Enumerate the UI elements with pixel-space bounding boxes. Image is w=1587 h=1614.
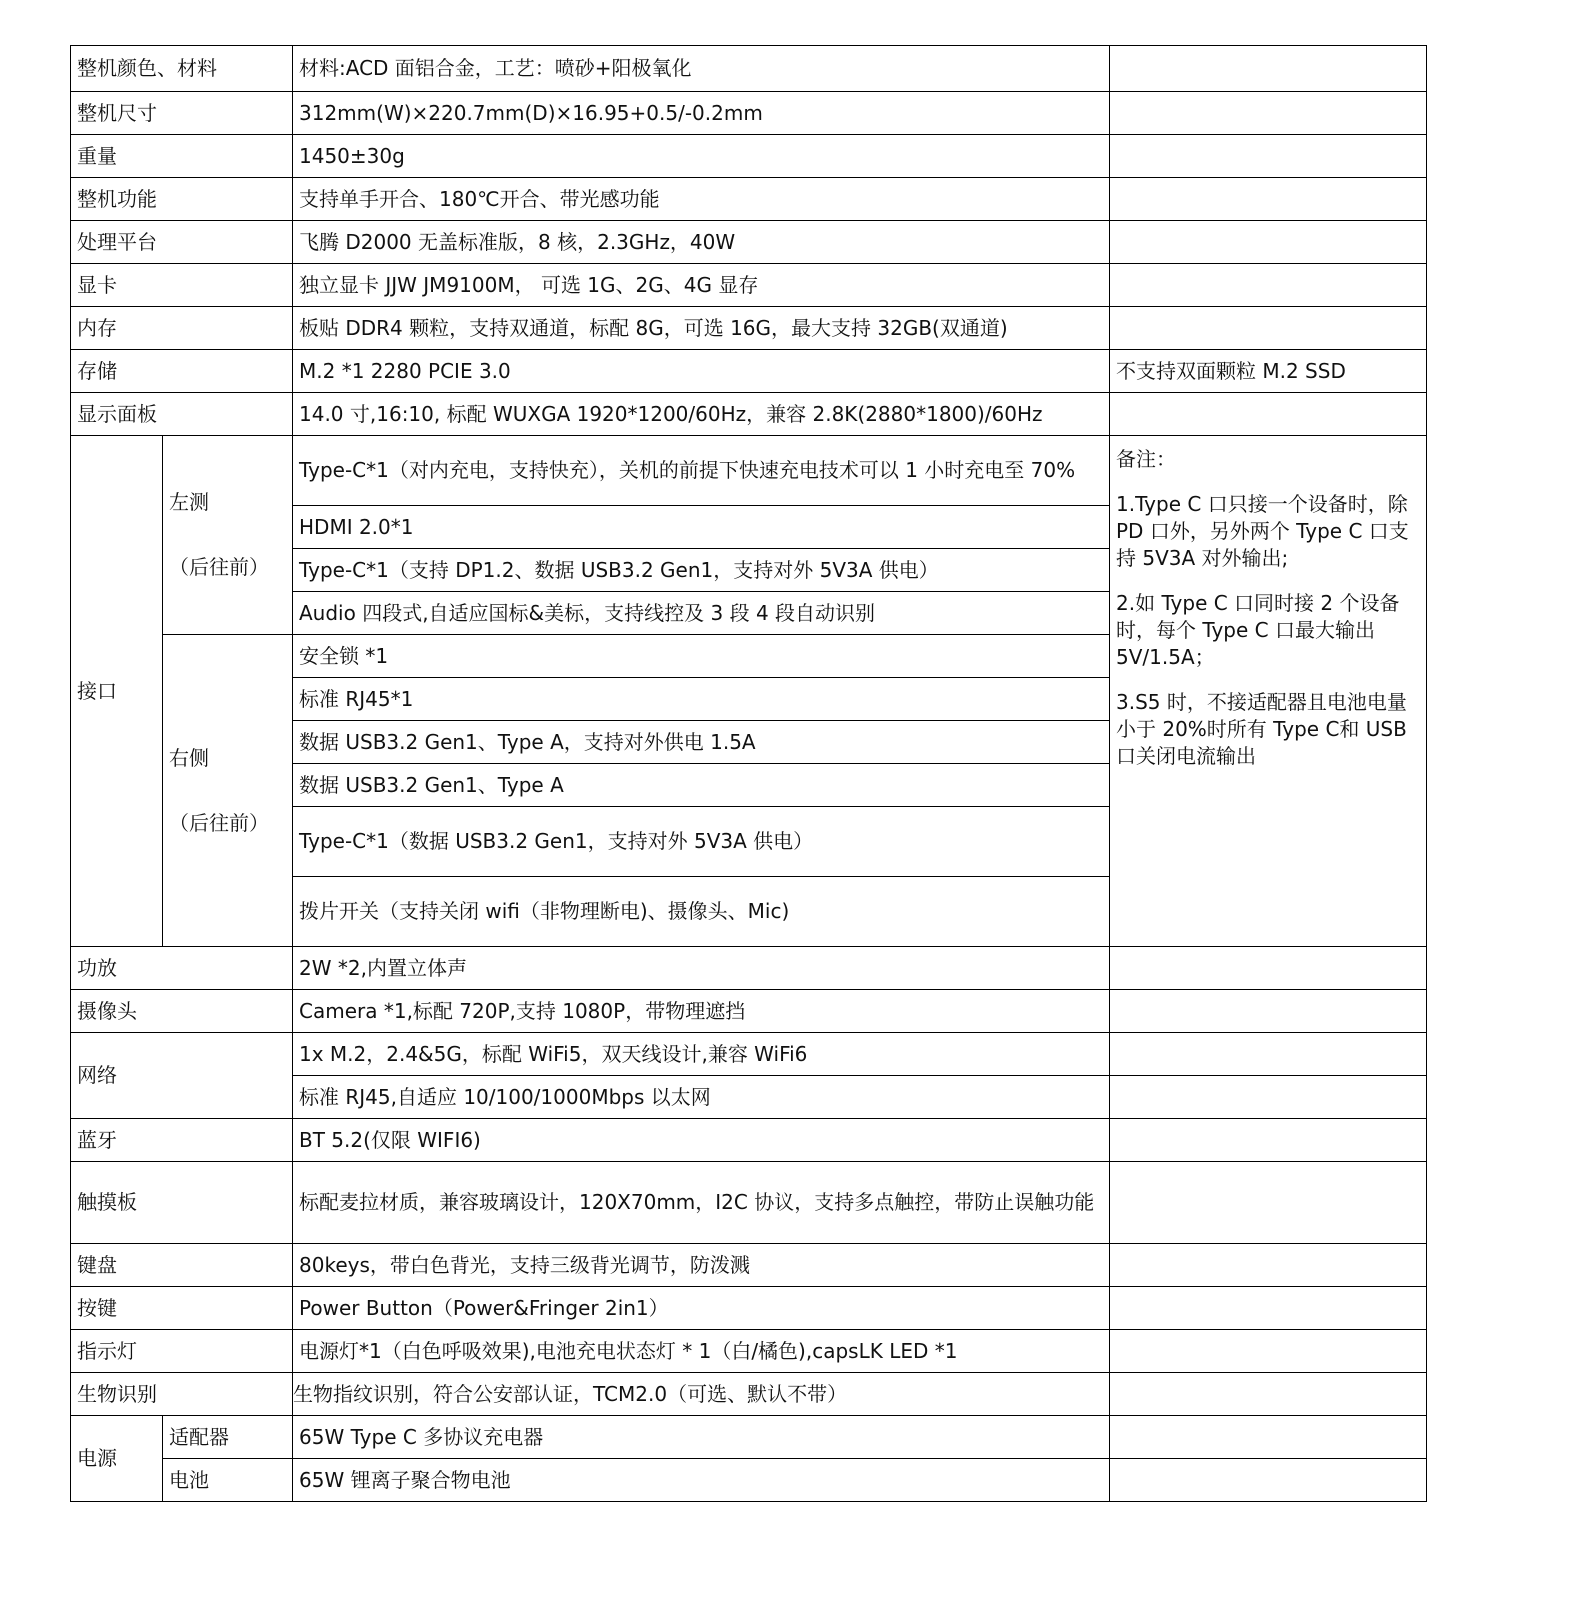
row-note: 不支持双面颗粒 M.2 SSD: [1110, 350, 1427, 393]
table-row: [71, 307, 1427, 350]
row-label: 存储: [71, 350, 293, 393]
row-label: 整机颜色、材料: [71, 46, 293, 92]
ports-left-side: 左测: [169, 490, 209, 514]
row-value: 1450±30g: [293, 135, 1110, 178]
row-label: 重量: [71, 135, 293, 178]
table-row: [71, 221, 1427, 264]
spec-table: [70, 45, 1427, 1502]
notes-title: 备注：: [1116, 447, 1176, 471]
row-value: 80keys，带白色背光，支持三级背光调节，防泼溅: [293, 1244, 1110, 1287]
table-row: [71, 1244, 1427, 1287]
row-value: 电源灯*1（白色呼吸效果),电池充电状态灯 * 1（白/橘色),capsLK LED *1: [293, 1330, 1110, 1373]
row-note: [1110, 393, 1427, 436]
row-value: 飞腾 D2000 无盖标准版，8 核，2.3GHz，40W: [293, 221, 1110, 264]
ports-right-order: （后往前）: [169, 810, 269, 835]
port-item: Audio 四段式,自适应国标&美标，支持线控及 3 段 4 段自动识别: [293, 592, 1110, 635]
row-label: 指示灯: [71, 1330, 293, 1373]
row-note: [1110, 178, 1427, 221]
port-item: 安全锁 *1: [293, 635, 1110, 678]
port-item: 拨片开关（支持关闭 wifi（非物理断电)、摄像头、Mic): [293, 877, 1110, 947]
row-note: [1110, 1330, 1427, 1373]
table-row: [71, 1459, 1427, 1502]
row-note: [1110, 221, 1427, 264]
row-value: 标配麦拉材质，兼容玻璃设计，120X70mm，I2C 协议，支持多点触控，带防止误触功能: [293, 1162, 1110, 1244]
row-value: BT 5.2(仅限 WIFI6): [293, 1119, 1110, 1162]
port-item: HDMI 2.0*1: [293, 506, 1110, 549]
table-row: [71, 1119, 1427, 1162]
row-value: 标准 RJ45,自适应 10/100/1000Mbps 以太网: [293, 1076, 1110, 1119]
table-row: [71, 1287, 1427, 1330]
row-note: [1110, 1162, 1427, 1244]
table-row: [71, 1162, 1427, 1244]
row-value: 生物指纹识别，符合公安部认证，TCM2.0（可选、默认不带）: [293, 1373, 1110, 1416]
row-label: 功放: [71, 947, 293, 990]
row-value: Power Button（Power&Fringer 2in1）: [293, 1287, 1110, 1330]
port-item: Type-C*1（对内充电，支持快充），关机的前提下快速充电技术可以 1 小时充电至 70%: [293, 436, 1110, 506]
row-value: Camera *1,标配 720P,支持 1080P，带物理遮挡: [293, 990, 1110, 1033]
table-row: [71, 46, 1427, 92]
table-row: [71, 135, 1427, 178]
battery-label: 电池: [163, 1459, 293, 1502]
row-note: [1110, 1076, 1427, 1119]
ports-left-label: [163, 436, 293, 635]
row-note: [1110, 1244, 1427, 1287]
ports-right-side: 右侧: [169, 745, 209, 770]
power-label: 电源: [71, 1416, 163, 1502]
row-value: 14.0 寸,16:10, 标配 WUXGA 1920*1200/60Hz，兼容 2.8K(2880*1800)/60Hz: [293, 393, 1110, 436]
row-value: 支持单手开合、180℃开合、带光感功能: [293, 178, 1110, 221]
table-row: [71, 1330, 1427, 1373]
row-note: [1110, 1373, 1427, 1416]
row-label: 内存: [71, 307, 293, 350]
row-label: 显卡: [71, 264, 293, 307]
ports-left-order: （后往前）: [169, 555, 269, 579]
port-item: 数据 USB3.2 Gen1、Type A，支持对外供电 1.5A: [293, 721, 1110, 764]
row-label: 整机尺寸: [71, 92, 293, 135]
row-note: [1110, 1119, 1427, 1162]
row-note: [1110, 264, 1427, 307]
table-row: [71, 436, 1427, 506]
port-item: Type-C*1（支持 DP1.2、数据 USB3.2 Gen1，支持对外 5V3A 供电）: [293, 549, 1110, 592]
row-note: [1110, 990, 1427, 1033]
row-label: 蓝牙: [71, 1119, 293, 1162]
row-value: 板贴 DDR4 颗粒，支持双通道，标配 8G，可选 16G，最大支持 32GB(双通道): [293, 307, 1110, 350]
table-row: [71, 350, 1427, 393]
table-row: [71, 1416, 1427, 1459]
row-note: [1110, 1033, 1427, 1076]
table-row: [71, 92, 1427, 135]
row-note: [1110, 135, 1427, 178]
table-row: [71, 1373, 1427, 1416]
table-row: [71, 990, 1427, 1033]
row-label: 处理平台: [71, 221, 293, 264]
row-label: 键盘: [71, 1244, 293, 1287]
row-label: 显示面板: [71, 393, 293, 436]
ports-label: 接口: [71, 436, 163, 947]
table-row: [71, 947, 1427, 990]
table-row: [71, 1033, 1427, 1076]
row-label: 网络: [71, 1033, 293, 1119]
table-row: [71, 178, 1427, 221]
row-note: [1110, 1416, 1427, 1459]
note-2: 2.如 Type C 口同时接 2 个设备时，每个 Type C 口最大输出 5V/1.5A；: [1116, 591, 1400, 669]
row-label: 生物识别: [71, 1373, 293, 1416]
row-note: [1110, 92, 1427, 135]
row-value: 材料:ACD 面铝合金，工艺：喷砂+阳极氧化: [293, 46, 1110, 92]
port-item: 数据 USB3.2 Gen1、Type A: [293, 764, 1110, 807]
note-1: 1.Type C 口只接一个设备时，除 PD 口外，另外两个 Type C 口支持 5V3A 对外输出;: [1116, 492, 1409, 570]
adapter-label: 适配器: [163, 1416, 293, 1459]
row-note: [1110, 1459, 1427, 1502]
row-label: 触摸板: [71, 1162, 293, 1244]
table-row: [71, 264, 1427, 307]
row-value: 312mm(W)×220.7mm(D)×16.95+0.5/-0.2mm: [293, 92, 1110, 135]
row-label: 摄像头: [71, 990, 293, 1033]
ports-right-label: [163, 635, 293, 947]
row-value: 2W *2,内置立体声: [293, 947, 1110, 990]
row-note: [1110, 46, 1427, 92]
row-value: 1x M.2，2.4&5G，标配 WiFi5，双天线设计,兼容 WiFi6: [293, 1033, 1110, 1076]
row-note: [1110, 307, 1427, 350]
row-value: 65W Type C 多协议充电器: [293, 1416, 1110, 1459]
port-item: Type-C*1（数据 USB3.2 Gen1，支持对外 5V3A 供电）: [293, 807, 1110, 877]
ports-notes: [1110, 436, 1427, 947]
row-value: 独立显卡 JJW JM9100M， 可选 1G、2G、4G 显存: [293, 264, 1110, 307]
port-item: 标准 RJ45*1: [293, 678, 1110, 721]
note-3: 3.S5 时，不接适配器且电池电量小于 20%时所有 Type C和 USB 口关闭电流输出: [1116, 690, 1407, 768]
row-label: 按键: [71, 1287, 293, 1330]
row-label: 整机功能: [71, 178, 293, 221]
row-value: 65W 锂离子聚合物电池: [293, 1459, 1110, 1502]
table-row: [71, 393, 1427, 436]
row-value: M.2 *1 2280 PCIE 3.0: [293, 350, 1110, 393]
row-note: [1110, 1287, 1427, 1330]
row-note: [1110, 947, 1427, 990]
